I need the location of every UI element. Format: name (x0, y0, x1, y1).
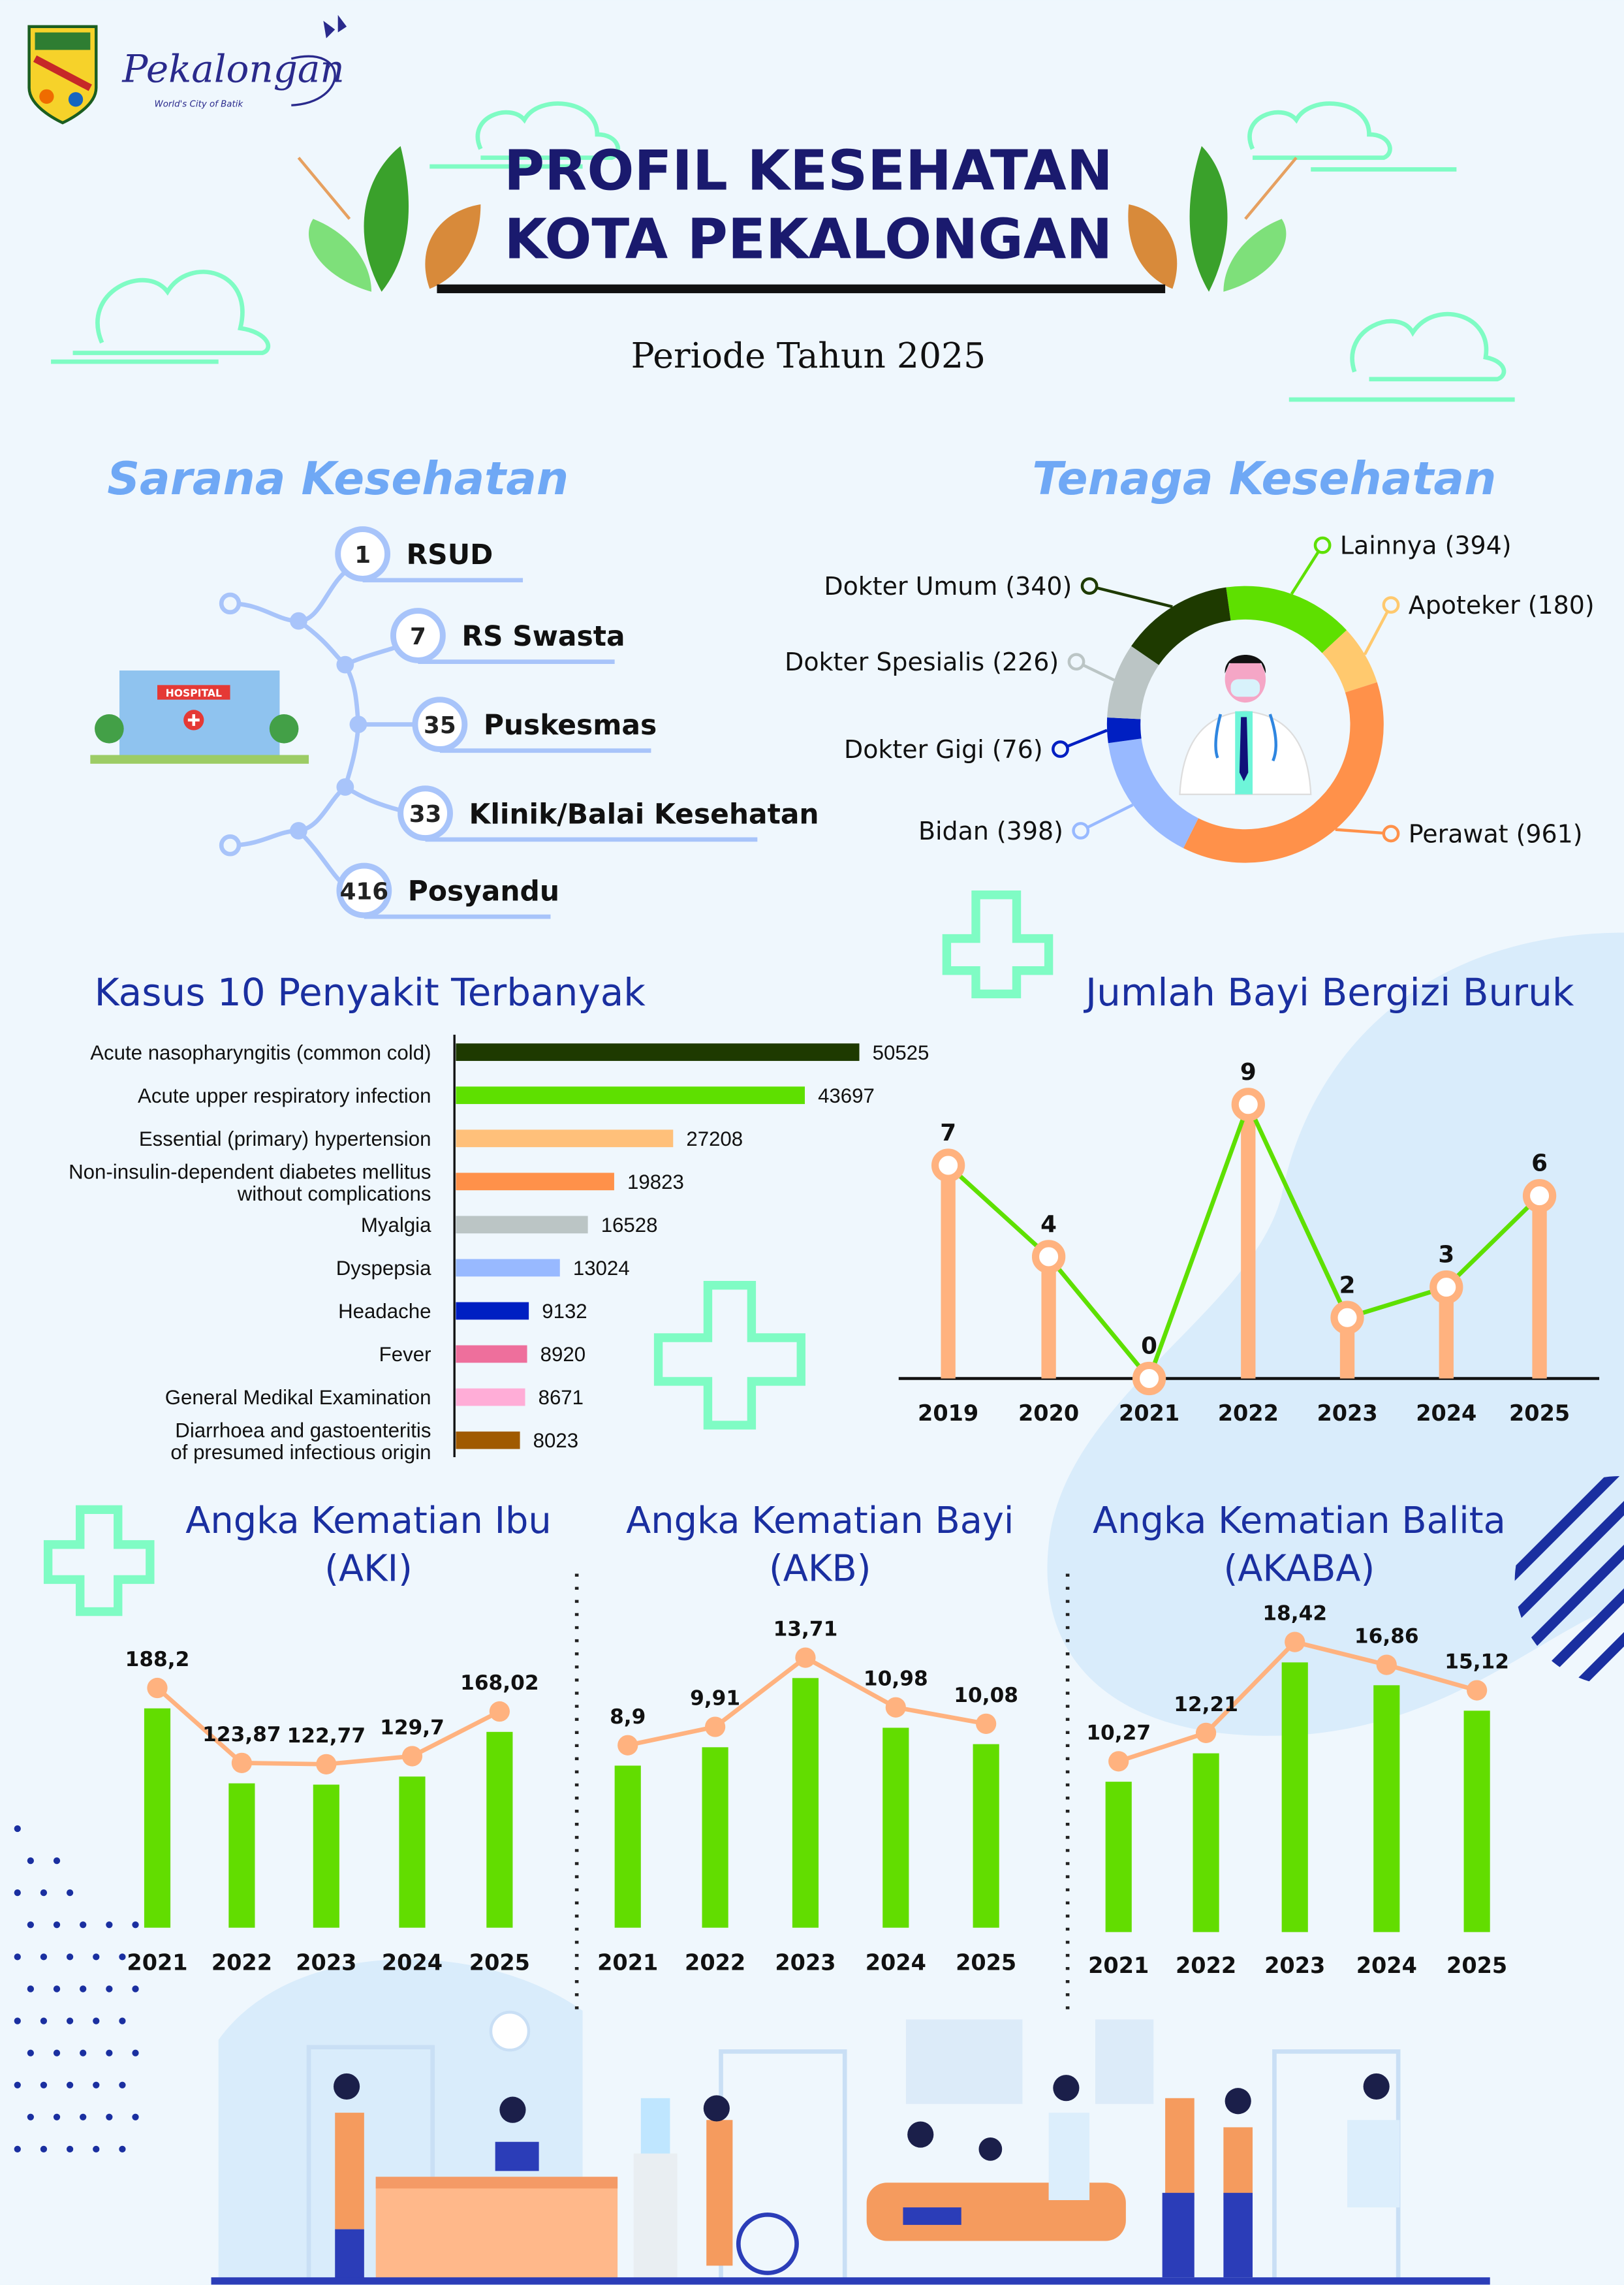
x-tick-label: 2024 (1416, 1400, 1477, 1426)
dot (14, 2017, 21, 2024)
x-tick-label: 2025 (1509, 1400, 1570, 1426)
dot (54, 1921, 60, 1928)
bar (456, 1389, 525, 1406)
penyakit-title: Kasus 10 Penyakit Terbanyak (94, 970, 646, 1015)
bar (1282, 1662, 1308, 1932)
data-point (1285, 1631, 1305, 1652)
bar (313, 1785, 339, 1928)
title-underline (437, 285, 1165, 293)
donut-segment (1107, 717, 1142, 743)
sarana-title: Sarana Kesehatan (107, 453, 569, 506)
data-point (402, 1746, 422, 1766)
bar-value-label: 16528 (601, 1214, 658, 1237)
data-label: 13,71 (773, 1617, 838, 1641)
sarana-count: 7 (409, 623, 426, 650)
bar (456, 1259, 559, 1277)
bar-value-label: 43697 (818, 1084, 875, 1107)
data-point (1467, 1680, 1487, 1700)
bar-value-label: 8671 (538, 1386, 584, 1410)
gizi-buruk-title: Jumlah Bayi Bergizi Buruk (1085, 970, 1574, 1015)
sarana-label: RSUD (406, 539, 493, 571)
akb-subtitle: (AKB) (769, 1547, 871, 1590)
data-label: 12,21 (1174, 1692, 1238, 1716)
data-point (1526, 1183, 1552, 1209)
bar-category-label: General Medikal Examination (164, 1386, 431, 1410)
stem-bar (1532, 1196, 1546, 1379)
bar-category-label: Headache (338, 1300, 431, 1323)
dot (54, 1857, 60, 1864)
data-label: 188,2 (125, 1648, 190, 1672)
aki-subtitle: (AKI) (324, 1547, 413, 1590)
donut-label: Lainnya (394) (1339, 531, 1512, 560)
bar (456, 1086, 805, 1104)
dot (119, 2146, 125, 2152)
x-tick-label: 2024 (865, 1949, 926, 1976)
bar (973, 1744, 999, 1928)
bar-category-label: Acute upper respiratory infection (138, 1084, 431, 1107)
bar-value-label: 50525 (872, 1041, 929, 1064)
x-tick-label: 2021 (127, 1949, 188, 1976)
dot (14, 1889, 21, 1896)
data-label: 8,9 (610, 1705, 646, 1729)
dot (54, 1985, 60, 1992)
donut-leader-dot (1053, 742, 1067, 756)
sarana-label: RS Swasta (461, 620, 625, 653)
donut-label: Dokter Umum (340) (824, 571, 1072, 601)
bar (1464, 1710, 1490, 1932)
bar (1106, 1782, 1132, 1932)
dot (40, 2146, 47, 2152)
data-label: 16,86 (1354, 1624, 1419, 1648)
bar (456, 1346, 527, 1363)
stem-bar (1041, 1257, 1055, 1379)
dot (132, 2114, 138, 2120)
data-label: 18,42 (1262, 1601, 1328, 1626)
data-point (1196, 1723, 1216, 1743)
bar (456, 1432, 520, 1449)
data-point (1235, 1092, 1261, 1118)
donut-leader-dot (1384, 597, 1398, 612)
bar (792, 1678, 819, 1927)
data-point (1108, 1751, 1129, 1771)
sarana-count: 35 (424, 712, 456, 739)
dot (119, 1953, 125, 1960)
main-title-line1: PROFIL KESEHATAN (503, 138, 1113, 203)
donut-leader-dot (1384, 827, 1398, 841)
bar (456, 1173, 614, 1190)
bar-category-label: Essential (primary) hypertension (138, 1127, 431, 1150)
x-tick-label: 2023 (1317, 1400, 1378, 1426)
bar (486, 1732, 512, 1928)
data-label: 9,91 (690, 1686, 741, 1710)
dot (14, 1825, 21, 1832)
bar-value-label: 19823 (627, 1170, 684, 1193)
bar (1373, 1685, 1399, 1932)
donut-leader-dot (1074, 823, 1088, 838)
x-tick-label: 2022 (685, 1949, 746, 1976)
x-tick-label: 2019 (918, 1400, 979, 1426)
bar (228, 1784, 255, 1928)
stem-bar (1241, 1105, 1255, 1379)
data-point (705, 1716, 725, 1737)
hospital-sign: HOSPITAL (165, 687, 222, 700)
dot (80, 2114, 86, 2120)
dot (80, 1921, 86, 1928)
data-label: 3 (1438, 1241, 1455, 1269)
data-label: 7 (940, 1120, 957, 1147)
bar-category-label: Diarrhoea and gastoenteritis (175, 1419, 431, 1442)
dot (54, 2049, 60, 2056)
x-tick-label: 2022 (211, 1949, 272, 1976)
bar (882, 1727, 909, 1927)
data-label: 9 (1240, 1058, 1257, 1086)
data-point (316, 1754, 336, 1774)
donut-label: Perawat (961) (1408, 819, 1583, 849)
data-point (886, 1697, 906, 1718)
dot (119, 2082, 125, 2088)
bar (399, 1776, 425, 1928)
dot (132, 2049, 138, 2056)
dot (14, 2146, 21, 2152)
city-tagline: World's City of Batik (154, 99, 243, 110)
bar (456, 1129, 673, 1147)
sarana-label: Puskesmas (483, 709, 657, 742)
bar (144, 1709, 170, 1928)
bar (456, 1302, 529, 1320)
dot (27, 1857, 34, 1864)
data-point (1136, 1365, 1162, 1391)
sarana-count: 1 (354, 541, 371, 569)
dot (67, 1953, 73, 1960)
dot (40, 2082, 47, 2088)
dot (106, 1985, 112, 1992)
data-point (490, 1701, 510, 1722)
x-tick-label: 2023 (775, 1949, 836, 1976)
dot (40, 1889, 47, 1896)
dot (93, 2082, 99, 2088)
data-label: 0 (1141, 1332, 1157, 1360)
dot (27, 2114, 34, 2120)
bar-category-label: Myalgia (360, 1214, 431, 1237)
stem-bar (941, 1165, 955, 1378)
data-point (1036, 1244, 1062, 1270)
dot (132, 1921, 138, 1928)
bar-value-label: 8920 (540, 1343, 586, 1366)
dot (106, 1921, 112, 1928)
dot (80, 1985, 86, 1992)
data-label: 10,98 (863, 1667, 928, 1691)
bar-value-label: 8023 (533, 1429, 579, 1453)
dot (27, 1985, 34, 1992)
bar (702, 1747, 728, 1927)
dot (93, 1953, 99, 1960)
x-tick-label: 2024 (1356, 1952, 1417, 1978)
donut-label: Dokter Gigi (76) (844, 734, 1043, 764)
data-label: 10,27 (1086, 1721, 1151, 1745)
akb-title: Angka Kematian Bayi (626, 1500, 1014, 1543)
data-label: 168,02 (460, 1671, 539, 1695)
data-point (147, 1678, 167, 1698)
dot (27, 1921, 34, 1928)
akaba-subtitle: (AKABA) (1223, 1547, 1375, 1590)
bar (615, 1765, 641, 1927)
bar-category-label: Acute nasopharyngitis (common cold) (90, 1041, 431, 1064)
bar-category-label: of presumed infectious origin (170, 1441, 431, 1464)
bar-value-label: 9132 (542, 1300, 587, 1323)
hospital-illustration (90, 670, 309, 764)
sarana-count: 33 (409, 801, 442, 828)
x-tick-label: 2025 (956, 1949, 1017, 1976)
bar-value-label: 13024 (572, 1257, 630, 1280)
data-label: 10,08 (954, 1683, 1019, 1707)
data-label: 2 (1339, 1272, 1356, 1299)
data-label: 129,7 (380, 1716, 445, 1740)
dot (67, 1889, 73, 1896)
bar-category-label: Fever (379, 1343, 431, 1366)
dot (27, 2049, 34, 2056)
data-label: 4 (1040, 1211, 1057, 1238)
donut-label: Apoteker (180) (1408, 591, 1595, 620)
bar (1193, 1754, 1219, 1932)
data-point (976, 1714, 996, 1734)
data-point (1377, 1654, 1397, 1675)
tenaga-title: Tenaga Kesehatan (1032, 453, 1497, 506)
data-point (232, 1753, 252, 1773)
x-tick-label: 2022 (1217, 1400, 1279, 1426)
data-label: 6 (1531, 1150, 1548, 1177)
data-point (1433, 1274, 1460, 1300)
dot (14, 2082, 21, 2088)
data-label: 15,12 (1444, 1650, 1510, 1674)
dot (67, 2017, 73, 2024)
dot (106, 2049, 112, 2056)
dot (40, 2017, 47, 2024)
data-point (1334, 1304, 1360, 1331)
dot (93, 2017, 99, 2024)
dot (93, 2146, 99, 2152)
donut-label: Dokter Spesialis (226) (785, 648, 1059, 677)
dot (67, 2082, 73, 2088)
data-label: 122,77 (287, 1724, 366, 1748)
dot (106, 2114, 112, 2120)
x-tick-label: 2020 (1018, 1400, 1080, 1426)
main-title-line2: KOTA PEKALONGAN (504, 206, 1113, 272)
dot (67, 2146, 73, 2152)
data-point (935, 1152, 961, 1178)
dot (132, 1985, 138, 1992)
sarana-label: Posyandu (407, 875, 560, 907)
x-tick-label: 2021 (1088, 1952, 1149, 1978)
donut-leader-dot (1082, 578, 1097, 593)
period-label: Periode Tahun 2025 (631, 334, 986, 376)
data-point (617, 1735, 638, 1756)
dot (54, 2114, 60, 2120)
dot (40, 1953, 47, 1960)
data-point (795, 1647, 815, 1667)
x-tick-label: 2025 (1446, 1952, 1508, 1978)
aki-title: Angka Kematian Ibu (185, 1500, 552, 1543)
akaba-title: Angka Kematian Balita (1093, 1500, 1506, 1543)
x-tick-label: 2023 (1264, 1952, 1326, 1978)
donut-leader-dot (1315, 538, 1330, 552)
sarana-count: 416 (339, 878, 389, 906)
x-tick-label: 2021 (1118, 1400, 1180, 1426)
city-logo-text: Pekalongan (122, 46, 345, 91)
x-tick-label: 2024 (381, 1949, 443, 1976)
bar (456, 1216, 587, 1233)
sarana-label: Klinik/Balai Kesehatan (469, 798, 819, 830)
dot (119, 2017, 125, 2024)
x-tick-label: 2023 (296, 1949, 357, 1976)
dot (14, 1953, 21, 1960)
bar-category-label: Dyspepsia (336, 1257, 431, 1280)
x-tick-label: 2025 (469, 1949, 530, 1976)
data-label: 123,87 (202, 1722, 281, 1746)
donut-leader-dot (1069, 654, 1084, 669)
x-tick-label: 2021 (597, 1949, 659, 1976)
bar-category-label: without complications (237, 1182, 431, 1205)
donut-label: Bidan (398) (918, 816, 1063, 845)
x-tick-label: 2022 (1176, 1952, 1237, 1978)
dot (80, 2049, 86, 2056)
bar (456, 1043, 859, 1061)
city-emblem (29, 27, 97, 123)
bar-value-label: 27208 (686, 1127, 743, 1150)
bar-category-label: Non-insulin-dependent diabetes mellitus (69, 1160, 431, 1184)
